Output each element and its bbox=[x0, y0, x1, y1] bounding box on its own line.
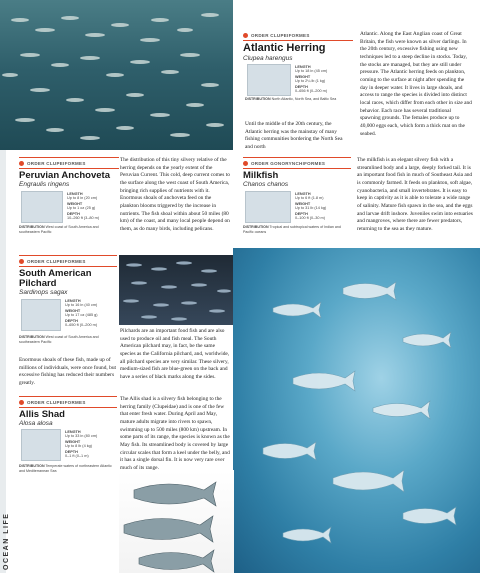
herring-rule bbox=[243, 40, 353, 41]
section-label: OCEAN LIFE bbox=[3, 512, 10, 570]
shad-title: Allis Shad bbox=[19, 409, 65, 421]
shad-photo bbox=[119, 470, 234, 573]
pilchard-shoal-photo bbox=[119, 255, 234, 325]
shad-range-map bbox=[21, 429, 61, 461]
herring-card bbox=[243, 31, 353, 119]
milkfish-text: The milkfish is an elegant silvery fish with a streamlined body and a large, deeply forked tail. It is an important food fish in much of Southeast Asia and is commonly farmed. It feeds on plankton, soft algae, cyanobacteria, and small invertebrates. It is easy to keep in captivity as it is able to tolerate a wide range of salinity. Mature fish spawn in the sea, and the eggs and larvae drift inshore. Juveniles swim into estuaries and mangroves, where there are fewer predators, returning to the sea as they mature. bbox=[357, 157, 473, 233]
shad-rule bbox=[19, 407, 117, 408]
anchoveta-range-map bbox=[21, 191, 63, 223]
milkfish-rule bbox=[243, 168, 351, 169]
milkfish-range-map bbox=[245, 191, 291, 223]
pilchard-title-line2: Pilchard bbox=[19, 278, 57, 290]
order-dot-icon bbox=[19, 400, 24, 405]
herring-text-right: Atlantic. Along the East Anglian coast of Great Britain, the fish were known as silver darlings. In the 20th century, excessive fishing using new techniques led to a steep decline in stocks. Today, the stocks are managed, but they are still under pressure. The Atlantic herring feeds on plankton, coming to the surface at night after spending the day in deeper water. It lives in large shoals, and access to range the species is divided into distinct local races, which differ from each other in size and behavior. Each race has several traditional spawning grounds. The females produce up to 40,000 eggs each, which form a thick mat on the seabed. bbox=[360, 31, 472, 137]
anchoveta-rule bbox=[19, 168, 119, 169]
herring-order: ORDER CLUPEIFORMES bbox=[243, 31, 353, 38]
shad-card bbox=[19, 396, 117, 486]
order-dot-icon bbox=[19, 161, 24, 166]
milkfish-shoal-illustration bbox=[233, 248, 480, 573]
milkfish-title: Milkfish bbox=[243, 170, 279, 182]
anchoveta-latin-name: Engraulis ringens bbox=[19, 181, 70, 189]
milkfish-shoal-photo bbox=[233, 248, 480, 573]
pilchard-rule bbox=[19, 266, 117, 267]
herring-shoal-photo bbox=[0, 0, 233, 150]
shad-stats: LENGTH Up to 33 in (80 cm) WEIGHT Up to 8 lb (4 kg) DEPTH 0–1 ft (0–1 m) bbox=[65, 430, 98, 458]
shad-text: The Allis shad is a silvery fish belonging to the herring family (Clupeidae) and is one of the few that enter fresh water. During April and May, mature adults migrate into rivers to spawn, swimming up to 500 miles (800 km) upstream. In some parts of its range, the species is known as the May fish. Its streamlined body is covered by large circular scales that form a keel under the belly, and it has a single dorsal fin. It is now very rare over much of its range. bbox=[120, 396, 230, 472]
pilchard-title-line1: South American bbox=[19, 268, 92, 280]
pilchard-range-map bbox=[21, 299, 61, 331]
herring-shoal-illustration bbox=[0, 0, 233, 150]
anchoveta-stats: LENGTH Up to 8 in (20 cm) WEIGHT Up to 1 oz (25 g) DEPTH 10–260 ft (3–80 m) bbox=[67, 192, 100, 220]
pilchard-text-right: Pilchards are an important food fish and are also used to produce oil and fish meal. The South American pilchard may, in fact, be the same species as the California pilchard, and, worldwide, all pilchard species are very similar. These silvery, medium-sized fish are blue-green on the back and have a series of black marks along the sides. bbox=[120, 328, 230, 381]
milkfish-stats: LENGTH Up to 6 ft (1.8 m) WEIGHT Up to 31 lb (14 kg) DEPTH 0–100 ft (0–30 m) bbox=[295, 192, 327, 220]
order-dot-icon bbox=[19, 259, 24, 264]
herring-latin-name: Clupea harengus bbox=[243, 54, 293, 62]
pilchard-shoal-illustration bbox=[119, 255, 234, 325]
herring-distribution: DISTRIBUTION North Atlantic, North Sea, and Baltic Sea bbox=[245, 97, 337, 101]
anchoveta-text: The distribution of this tiny silvery relative of the herring depends on the yearly extent of the Peruvian Current. This cold, deep current comes to the surface along the west coast of South America, bringing rich supplies of nutrients with it. Enormous shoals of anchoveta feed on the plankton blooms triggered by the increase in nutrients. The fish shoal within about 50 miles (80 km) of the coast, and many local people depend on them, as do many birds, including pelicans. bbox=[120, 157, 230, 233]
pilchard-card bbox=[19, 255, 117, 353]
milkfish-order: ORDER GONORYNCHIFORMES bbox=[243, 158, 351, 166]
anchoveta-card bbox=[19, 157, 119, 247]
herring-text-left: Until the middle of the 20th century, the Atlantic herring was the mainstay of many fishing communities bordering the North Sea and north bbox=[245, 121, 343, 151]
shad-latin-name: Alosa alosa bbox=[19, 420, 53, 428]
shad-order: ORDER CLUPEIFORMES bbox=[19, 397, 117, 405]
shad-illustration bbox=[119, 470, 234, 573]
milkfish-latin-name: Chanos chanos bbox=[243, 181, 289, 189]
pilchard-order: ORDER CLUPEIFORMES bbox=[19, 256, 117, 264]
anchoveta-order: ORDER CLUPEIFORMES bbox=[19, 158, 119, 166]
pilchard-text-left: Enormous shoals of these fish, made up of millions of individuals, were once found, but excessive fishing has reduced their numbers greatly. bbox=[19, 357, 117, 387]
milkfish-distribution: DISTRIBUTION Tropical and subtropical waters of Indian and Pacific oceans bbox=[243, 225, 341, 234]
herring-range-map bbox=[247, 64, 291, 96]
order-dot-icon bbox=[243, 33, 248, 38]
shad-distribution: DISTRIBUTION Temperate waters of northeastern Atlantic and Mediterranean Sea bbox=[19, 464, 112, 473]
order-dot-icon bbox=[243, 161, 248, 166]
pilchard-distribution: DISTRIBUTION West coast of South America and southeastern Pacific bbox=[19, 335, 99, 344]
anchoveta-distribution: DISTRIBUTION West coast of South America and southeastern Pacific bbox=[19, 225, 99, 234]
herring-title: Atlantic Herring bbox=[243, 42, 326, 55]
herring-stats: LENGTH Up to 18 in (45 cm) WEIGHT Up to 2¼ lb (1 kg) DEPTH 0–656 ft (0–200 m) bbox=[295, 65, 328, 93]
pilchard-latin-name: Sardinops sagax bbox=[19, 289, 68, 297]
milkfish-card bbox=[243, 157, 351, 247]
pilchard-stats: LENGTH Up to 16 in (40 cm) WEIGHT Up to 17 oz (485 g) DEPTH 0–650 ft (0–200 m) bbox=[65, 299, 98, 327]
anchoveta-title: Peruvian Anchoveta bbox=[19, 170, 110, 182]
